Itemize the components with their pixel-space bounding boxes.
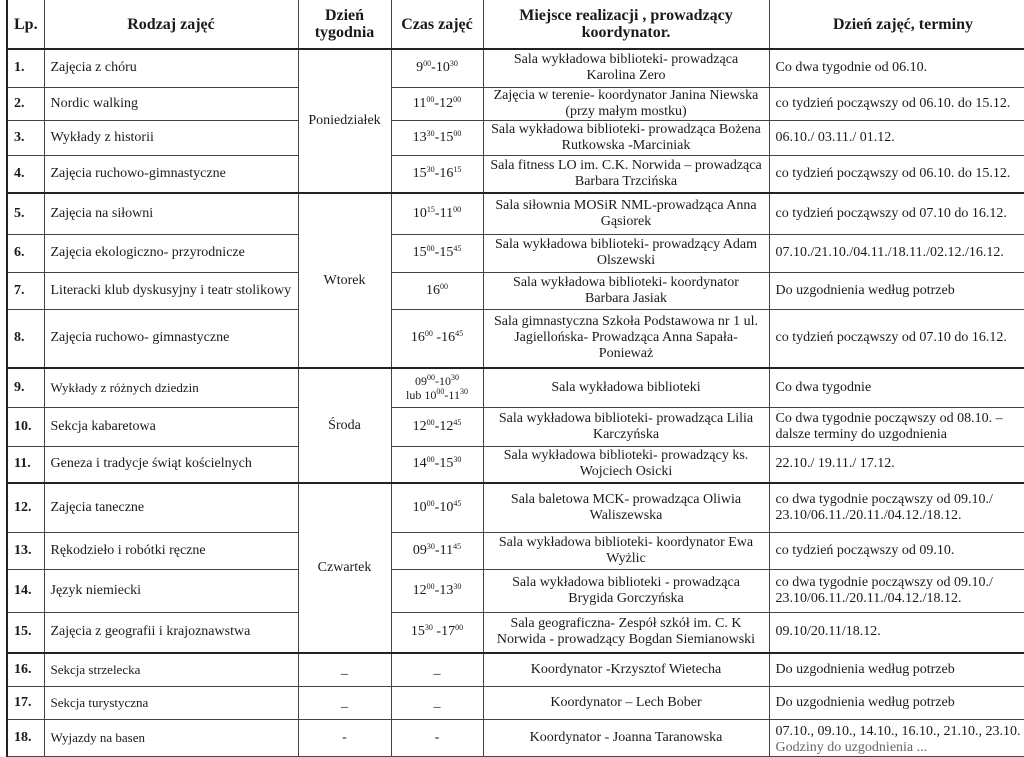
time-minutes: 00 [427,373,435,382]
row-number: 5. [7,193,44,234]
time-minutes: 00 [453,205,461,214]
dates-text: Do uzgodnienia według potrzeb [776,695,1024,711]
dates-cell [769,234,1024,272]
table-row [7,120,1024,155]
time-cell [391,532,483,569]
place-coordinator: Sala geograficzna- Zespół szkół im. C. K Norwida - prowadzący Bogdan Siemianowski [483,612,769,653]
time-range [398,456,477,472]
row-number: 9. [7,368,44,407]
dates-cell [769,193,1024,234]
time-cell [391,234,483,272]
time-hours: 12 [413,583,427,598]
table-row [7,49,1024,87]
dates-text: Co dwa tygodnie począwszy od 08.10. – dalsze terminy do uzgodnienia [776,411,1024,443]
time-minutes: 15 [427,205,435,214]
time-minutes: 00 [427,455,435,464]
dates-text: Co dwa tygodnie od 06.10. [776,60,1024,76]
row-number: 4. [7,155,44,193]
time-hours: 10 [413,500,427,515]
dates-text: 09.10/20.11/18.12. [776,624,1024,640]
weekday-cell: Wtorek [298,193,391,368]
time-hours: 16 [426,283,440,298]
time-hours: 12 [413,419,427,434]
time-hours: -10 [435,374,451,388]
activity-name: Wykłady z różnych dziedzin [44,368,298,407]
time-range [398,96,477,112]
place-coordinator: Sala wykładowa biblioteki- prowadzący ks. Wojciech Osicki [483,446,769,483]
time-hours: -11 [435,206,453,221]
time-cell [391,87,483,120]
time-range [398,206,477,222]
activity-name: Rękodzieło i robótki ręczne [44,532,298,569]
dates-text: Co dwa tygodnie [776,380,1024,396]
time-range [398,245,477,261]
time-minutes: 00 [427,418,435,427]
row-number: 3. [7,120,44,155]
place-coordinator: Sala gimnastyczna Szkoła Podstawowa nr 1 ul. Jagiellońska- Prowadząca Anna Sapała- Ponieważ [483,309,769,368]
place-coordinator: Sala wykładowa biblioteki - prowadząca Brygida Gorczyńska [483,569,769,612]
time-minutes: 00 [455,623,463,632]
dates-cell [769,309,1024,368]
place-coordinator: Zajęcia w terenie- koordynator Janina Niewska (przy małym mostku) [483,87,769,120]
time-minutes: 30 [450,59,458,68]
header-activity-type: Rodzaj zajęć [44,0,298,49]
dates-text: co tydzień począwszy od 09.10. [776,543,1024,559]
time-hours: 14 [413,456,427,471]
place-coordinator: Sala wykładowa biblioteki- prowadzący Adam Olszewski [483,234,769,272]
time-hours: 09 [415,374,427,388]
time-minutes: 30 [453,582,461,591]
table-row [7,155,1024,193]
table-row [7,612,1024,653]
time-range [398,419,477,435]
time-hours: -11 [435,543,453,558]
row-number: 17. [7,686,44,719]
header-dates: Dzień zajęć, terminy [769,0,1024,49]
time-minutes: 45 [453,418,461,427]
activity-name: Zajęcia na siłowni [44,193,298,234]
time-hours: -13 [435,583,454,598]
time-hours: 16 [411,330,425,345]
dates-cell [769,120,1024,155]
time-cell [391,368,483,407]
row-number: 11. [7,446,44,483]
time-minutes: 00 [423,59,431,68]
dates-text: co tydzień począwszy od 06.10. do 15.12. [776,96,1024,112]
activity-name: Sekcja strzelecka [44,653,298,686]
time-range [398,388,477,402]
activity-name: Geneza i tradycje świąt kościelnych [44,446,298,483]
time-hours: lub 10 [406,388,436,402]
dates-text: co tydzień począwszy od 06.10. do 15.12. [776,166,1024,182]
place-coordinator: Sala wykładowa biblioteki- koordynator Ewa Wyżlic [483,532,769,569]
place-coordinator: Koordynator – Lech Bober [483,686,769,719]
weekday-cell: Poniedziałek [298,49,391,193]
time-minutes: 30 [460,387,468,396]
time-cell [391,407,483,446]
row-number: 8. [7,309,44,368]
header-weekday: Dzień tygodnia [298,0,391,49]
time-hours: 9 [416,60,423,75]
time-range [398,543,477,559]
row-number: 7. [7,272,44,309]
time-hours: -16 [435,166,454,181]
dates-cell [769,155,1024,193]
dates-text: co dwa tygodnie począwszy od 09.10./ 23.10/06.11./20.11./04.12./18.12. [776,575,1024,607]
time-minutes: 00 [427,499,435,508]
time-hours: -12 [435,419,454,434]
row-number: 6. [7,234,44,272]
time-cell [391,483,483,532]
time-minutes: 30 [427,165,435,174]
time-cell: _ [391,653,483,686]
time-hours: -15 [435,245,454,260]
time-range [398,130,477,146]
time-minutes: 00 [436,387,444,396]
place-coordinator: Koordynator -Krzysztof Wietecha [483,653,769,686]
dates-text: Do uzgodnienia według potrzeb [776,283,1024,299]
dates-text: 07.10./21.10./04.11./18.11./02.12./16.12. [776,245,1024,261]
table-row [7,87,1024,120]
activity-name: Zajęcia ruchowo- gimnastyczne [44,309,298,368]
time-range [398,374,477,388]
time-hours: 13 [413,130,427,145]
time-range [398,500,477,516]
time-cell [391,272,483,309]
time-hours: 15 [413,166,427,181]
time-range [398,583,477,599]
time-minutes: 30 [427,129,435,138]
activity-name: Język niemiecki [44,569,298,612]
place-coordinator: Sala wykładowa biblioteki [483,368,769,407]
time-hours: -10 [431,60,450,75]
dates-cell [769,87,1024,120]
time-hours: 10 [413,206,427,221]
time-minutes: 45 [453,499,461,508]
time-hours: -11 [444,388,460,402]
time-minutes: 00 [426,95,434,104]
header-place-coordinator: Miejsce realizacji , prowadzący koordynator. [483,0,769,49]
time-minutes: 00 [425,329,433,338]
activity-name: Literacki klub dyskusyjny i teatr stolikowy [44,272,298,309]
table-row [7,234,1024,272]
table-row [7,686,1024,719]
time-hours: -12 [434,96,453,111]
weekday-cell: Czwartek [298,483,391,653]
time-cell: - [391,719,483,756]
header-row [7,0,1024,49]
time-minutes: 30 [453,455,461,464]
row-number: 1. [7,49,44,87]
dates-text: co tydzień począwszy od 07.10 do 16.12. [776,330,1024,346]
time-range [398,330,477,346]
row-number: 15. [7,612,44,653]
header-time: Czas zajęć [391,0,483,49]
dates-cell [769,272,1024,309]
time-range [398,624,477,640]
time-minutes: 45 [453,542,461,551]
row-number: 16. [7,653,44,686]
activity-name: Zajęcia taneczne [44,483,298,532]
time-hours: -16 [433,330,455,345]
dates-cell [769,446,1024,483]
table-row [7,368,1024,407]
activity-name: Sekcja turystyczna [44,686,298,719]
activity-name: Zajęcia z chóru [44,49,298,87]
time-cell [391,309,483,368]
time-cell [391,569,483,612]
dates-cell [769,407,1024,446]
dates-cell [769,49,1024,87]
row-number: 12. [7,483,44,532]
time-cell [391,120,483,155]
time-minutes: 30 [427,542,435,551]
dates-cell [769,483,1024,532]
table-row [7,272,1024,309]
dates-cell [769,368,1024,407]
place-coordinator: Sala fitness LO im. C.K. Norwida – prowadząca Barbara Trzcińska [483,155,769,193]
dates-text: Do uzgodnienia według potrzeb [776,662,1024,678]
time-minutes: 00 [427,582,435,591]
table-row [7,309,1024,368]
table-row [7,446,1024,483]
table-row [7,483,1024,532]
activity-name: Zajęcia ekologiczno- przyrodnicze [44,234,298,272]
table-row [7,193,1024,234]
time-hours: -15 [435,130,454,145]
time-minutes: 00 [440,282,448,291]
time-minutes: 00 [453,95,461,104]
time-minutes: 45 [453,244,461,253]
time-hours: 15 [411,624,425,639]
activity-name: Zajęcia z geografii i krajoznawstwa [44,612,298,653]
table-row [7,569,1024,612]
row-number: 18. [7,719,44,756]
dates-cell [769,569,1024,612]
time-hours: 11 [413,96,426,111]
time-minutes: 30 [451,373,459,382]
time-minutes: 30 [425,623,433,632]
dates-cell [769,612,1024,653]
time-cell [391,446,483,483]
activity-name: Zajęcia ruchowo-gimnastyczne [44,155,298,193]
dates-text: 22.10./ 19.11./ 17.12. [776,456,1024,472]
dates-cell [769,532,1024,569]
time-minutes: 45 [455,329,463,338]
time-hours: -17 [433,624,455,639]
time-minutes: 00 [453,129,461,138]
row-number: 13. [7,532,44,569]
dates-text: 06.10./ 03.11./ 01.12. [776,130,1024,146]
activity-name: Wykłady z historii [44,120,298,155]
time-cell [391,193,483,234]
table-row [7,653,1024,686]
activity-name: Sekcja kabaretowa [44,407,298,446]
weekday-cell: - [298,719,391,756]
place-coordinator: Sala wykładowa biblioteki- prowadząca Karolina Zero [483,49,769,87]
table-row [7,719,1024,756]
dates-text: co dwa tygodnie począwszy od 09.10./ 23.10/06.11./20.11./04.12./18.12. [776,492,1024,524]
row-number: 10. [7,407,44,446]
row-number: 2. [7,87,44,120]
dates-text-cut: Godziny do uzgodnienia ... [776,740,1024,756]
time-hours: 09 [413,543,427,558]
weekday-cell: Środa [298,368,391,483]
time-cell [391,49,483,87]
dates-cell [769,719,1024,756]
time-hours: -15 [435,456,454,471]
time-cell [391,612,483,653]
time-range [398,166,477,182]
time-hours: 15 [413,245,427,260]
dates-text: co tydzień począwszy od 07.10 do 16.12. [776,206,1024,222]
place-coordinator: Sala siłownia MOSiR NML-prowadząca Anna Gąsiorek [483,193,769,234]
row-number: 14. [7,569,44,612]
time-cell: _ [391,686,483,719]
place-coordinator: Koordynator - Joanna Taranowska [483,719,769,756]
activity-name: Nordic walking [44,87,298,120]
time-cell [391,155,483,193]
header-lp: Lp. [7,0,44,49]
dates-cell [769,686,1024,719]
time-minutes: 00 [427,244,435,253]
dates-cell [769,653,1024,686]
table-row [7,407,1024,446]
time-hours: -10 [435,500,454,515]
table-row [7,532,1024,569]
weekday-cell: _ [298,686,391,719]
time-minutes: 15 [453,165,461,174]
activity-schedule-table [6,0,1024,757]
place-coordinator: Sala wykładowa biblioteki- prowadząca Lilia Karczyńska [483,407,769,446]
place-coordinator: Sala baletowa MCK- prowadząca Oliwia Waliszewska [483,483,769,532]
place-coordinator: Sala wykładowa biblioteki- prowadząca Bożena Rutkowska -Marciniak [483,120,769,155]
time-range [398,60,477,76]
activity-name: Wyjazdy na basen [44,719,298,756]
time-range [398,283,477,299]
place-coordinator: Sala wykładowa biblioteki- koordynator Barbara Jasiak [483,272,769,309]
dates-text: 07.10., 09.10., 14.10., 16.10., 21.10., 23.10. [776,724,1024,740]
weekday-cell: _ [298,653,391,686]
